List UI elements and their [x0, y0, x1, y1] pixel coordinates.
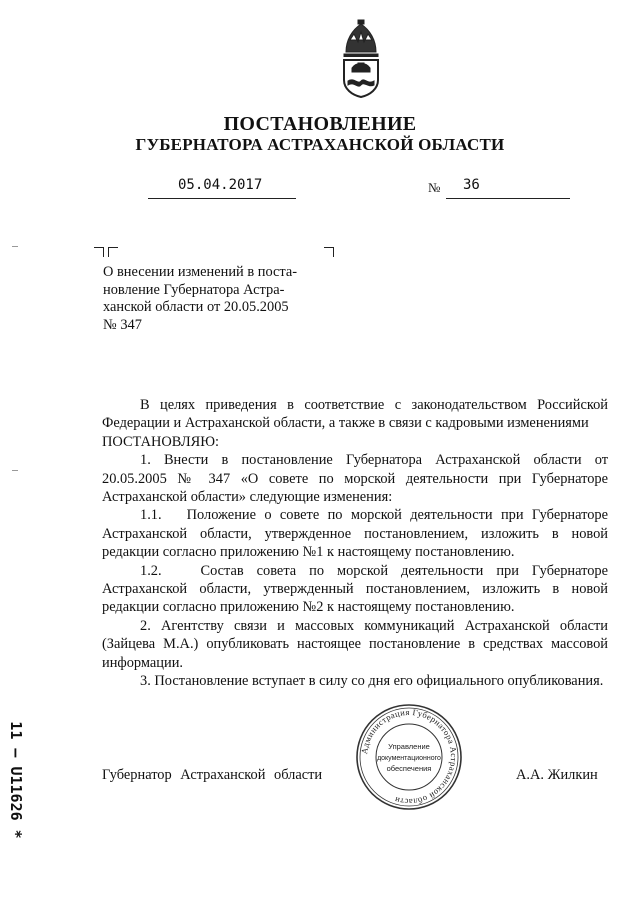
subject-line: № 347	[103, 316, 142, 333]
body-item: 1. Внести в постановление Губернатора Астраханской области от 20.05.2005 № 347 «О совете по морской деятельности при Губернаторе Астраханской области» следующие изменения:	[102, 452, 608, 506]
bracket-corner	[108, 247, 118, 257]
preamble-paragraph: В целях приведения в соответствие с законодательством Российской Федерации и Астраханской области, а также в связи с кадровыми изменениями	[102, 397, 608, 432]
subject-block	[103, 264, 333, 334]
margin-tick	[12, 246, 18, 247]
stamp-center-line: обеспечения	[386, 764, 432, 773]
stamp-ring-text: Администрация Губернатора Астраханской области	[359, 706, 460, 808]
coat-of-arms-emblem	[336, 18, 386, 98]
side-mark-text: 11 – U11626 *	[7, 721, 25, 839]
document-title: ПОСТАНОВЛЕНИЕ	[223, 113, 417, 135]
number-underline	[446, 198, 570, 199]
decree-word: ПОСТАНОВЛЯЮ:	[102, 433, 220, 450]
document-date: 05.04.2017	[178, 177, 263, 193]
body-item: 1.1. Положение о совете по морской деятельности при Губернаторе Астраханской области, утвержденное постановлением, изложить в новой редакции согласно приложению №1 к настоящему постановлению.	[102, 507, 612, 561]
official-stamp	[355, 703, 463, 811]
number-label: №	[428, 180, 441, 195]
body-item: 3. Постановление вступает в силу со дня его официального опубликования.	[140, 673, 604, 690]
side-registration-mark	[2, 700, 30, 860]
subject-line: ханской области от 20.05.2005	[103, 299, 289, 315]
document-issuer: ГУБЕРНАТОРА АСТРАХАНСКОЙ ОБЛАСТИ	[135, 135, 505, 154]
document-number: 36	[463, 177, 480, 193]
bracket-corner	[324, 247, 334, 257]
body-item: 1.2. Состав совета по морской деятельности при Губернаторе Астраханской области, утвержденный постановлением, изложить в новой редакции согласно приложению №2 к настоящему постановлению.	[102, 562, 612, 616]
stamp-center-line: документационного	[377, 755, 441, 762]
date-underline	[148, 198, 296, 199]
subject-line: новление Губернатора Астра-	[103, 281, 285, 298]
margin-tick	[12, 470, 18, 471]
signatory-position: Губернатор Астраханской области	[102, 767, 323, 783]
bracket-corner	[94, 247, 104, 257]
signatory-name: А.А. Жилкин	[516, 767, 598, 783]
stamp-center-line: Управление	[388, 742, 430, 751]
body-item: 2. Агентству связи и массовых коммуникаций Астраханской области (Зайцева М.А.) опубликовать настоящее постановление в средствах массовой информации.	[102, 617, 608, 671]
document-body	[102, 396, 612, 691]
subject-line: О внесении изменений в поста-	[103, 264, 298, 280]
